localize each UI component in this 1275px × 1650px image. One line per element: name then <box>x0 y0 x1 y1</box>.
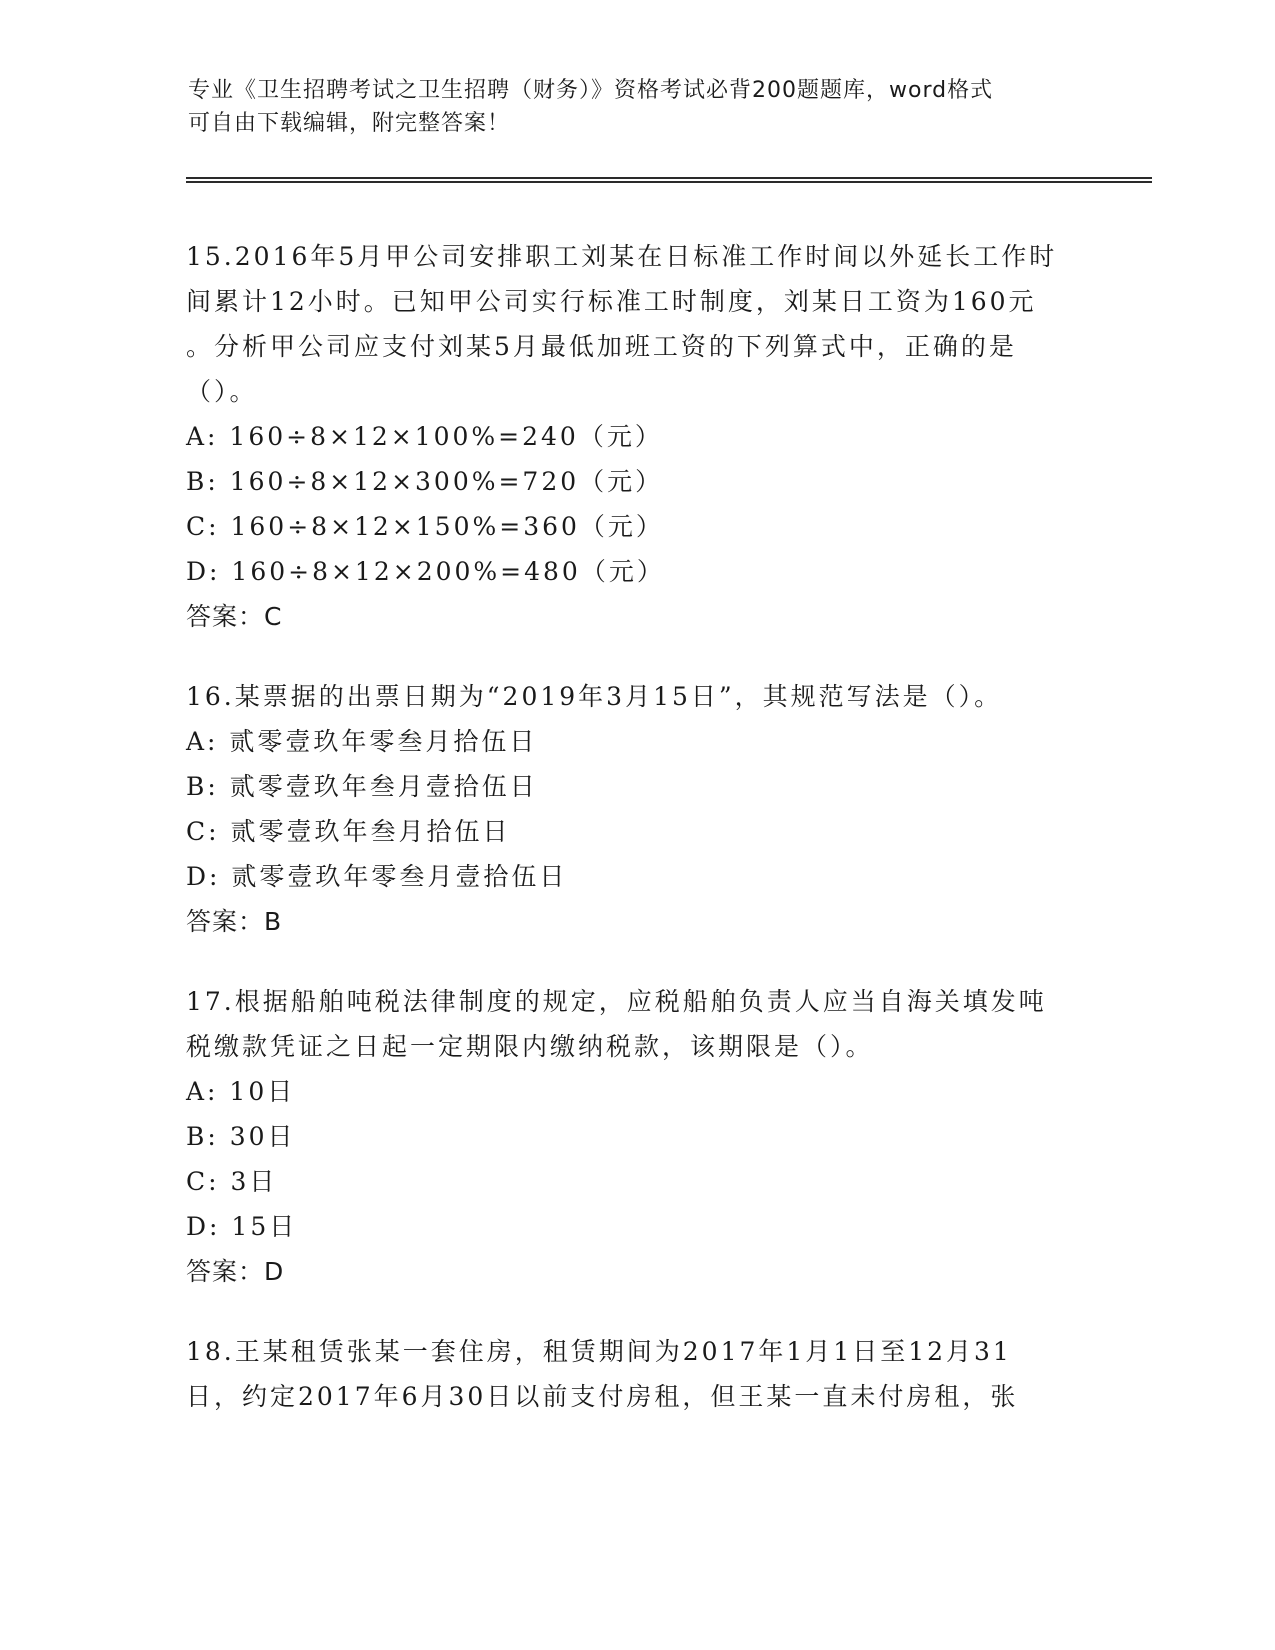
question-16 <box>186 674 1086 944</box>
option-d: D: 15日 <box>186 1212 298 1241</box>
header-line: 专业《卫生招聘考试之卫生招聘（财务）》资格考试必背200题题库，word格式 <box>188 78 994 103</box>
stem-line: 16.某票据的出票日期为“2019年3月15日”，其规范写法是（）。 <box>186 682 1003 711</box>
option-a: A: 160÷8×12×100%=240（元） <box>186 422 663 451</box>
stem-line: 18.王某租赁张某一套住房，租赁期间为2017年1月1日至12月31 <box>186 1337 1012 1366</box>
answer: 答案：B <box>186 907 283 936</box>
option-a: A: 10日 <box>186 1077 296 1106</box>
question-stem <box>186 674 1086 719</box>
question-stem <box>186 234 1086 414</box>
option-b: B: 30日 <box>186 1122 296 1151</box>
stem-line: 15.2016年5月甲公司安排职工刘某在日标准工作时间以外延长工作时 <box>186 242 1058 271</box>
option-c: C: 贰零壹玖年叁月拾伍日 <box>186 817 511 846</box>
option-c: C: 160÷8×12×150%=360（元） <box>186 512 664 541</box>
question-17 <box>186 979 1086 1294</box>
option-b: B: 160÷8×12×300%=720（元） <box>186 467 664 496</box>
option-d: D: 贰零壹玖年零叁月壹拾伍日 <box>186 862 568 891</box>
question-18 <box>186 1329 1086 1419</box>
question-stem <box>186 979 1086 1069</box>
option-b: B: 贰零壹玖年叁月壹拾伍日 <box>186 772 538 801</box>
option-a: A: 贰零壹玖年零叁月拾伍日 <box>186 727 538 756</box>
document-header <box>188 74 1088 140</box>
header-line: 可自由下载编辑，附完整答案！ <box>188 111 511 136</box>
answer: 答案：C <box>186 602 283 631</box>
answer: 答案：D <box>186 1257 285 1286</box>
stem-line: 税缴款凭证之日起一定期限内缴纳税款，该期限是（）。 <box>186 1032 874 1061</box>
stem-line: 间累计12小时。已知甲公司实行标准工时制度，刘某日工资为160元 <box>186 287 1037 316</box>
stem-line: 。分析甲公司应支付刘某5月最低加班工资的下列算式中，正确的是 <box>186 332 1017 361</box>
option-c: C: 3日 <box>186 1167 278 1196</box>
stem-line: （）。 <box>186 377 258 406</box>
stem-line: 日，约定2017年6月30日以前支付房租，但王某一直未付房租，张 <box>186 1382 1019 1411</box>
option-d: D: 160÷8×12×200%=480（元） <box>186 557 665 586</box>
header-divider <box>186 177 1152 183</box>
stem-line: 17.根据船舶吨税法律制度的规定，应税船舶负责人应当自海关填发吨 <box>186 987 1047 1016</box>
question-15 <box>186 234 1086 639</box>
question-list <box>186 234 1086 1454</box>
question-stem <box>186 1329 1086 1419</box>
